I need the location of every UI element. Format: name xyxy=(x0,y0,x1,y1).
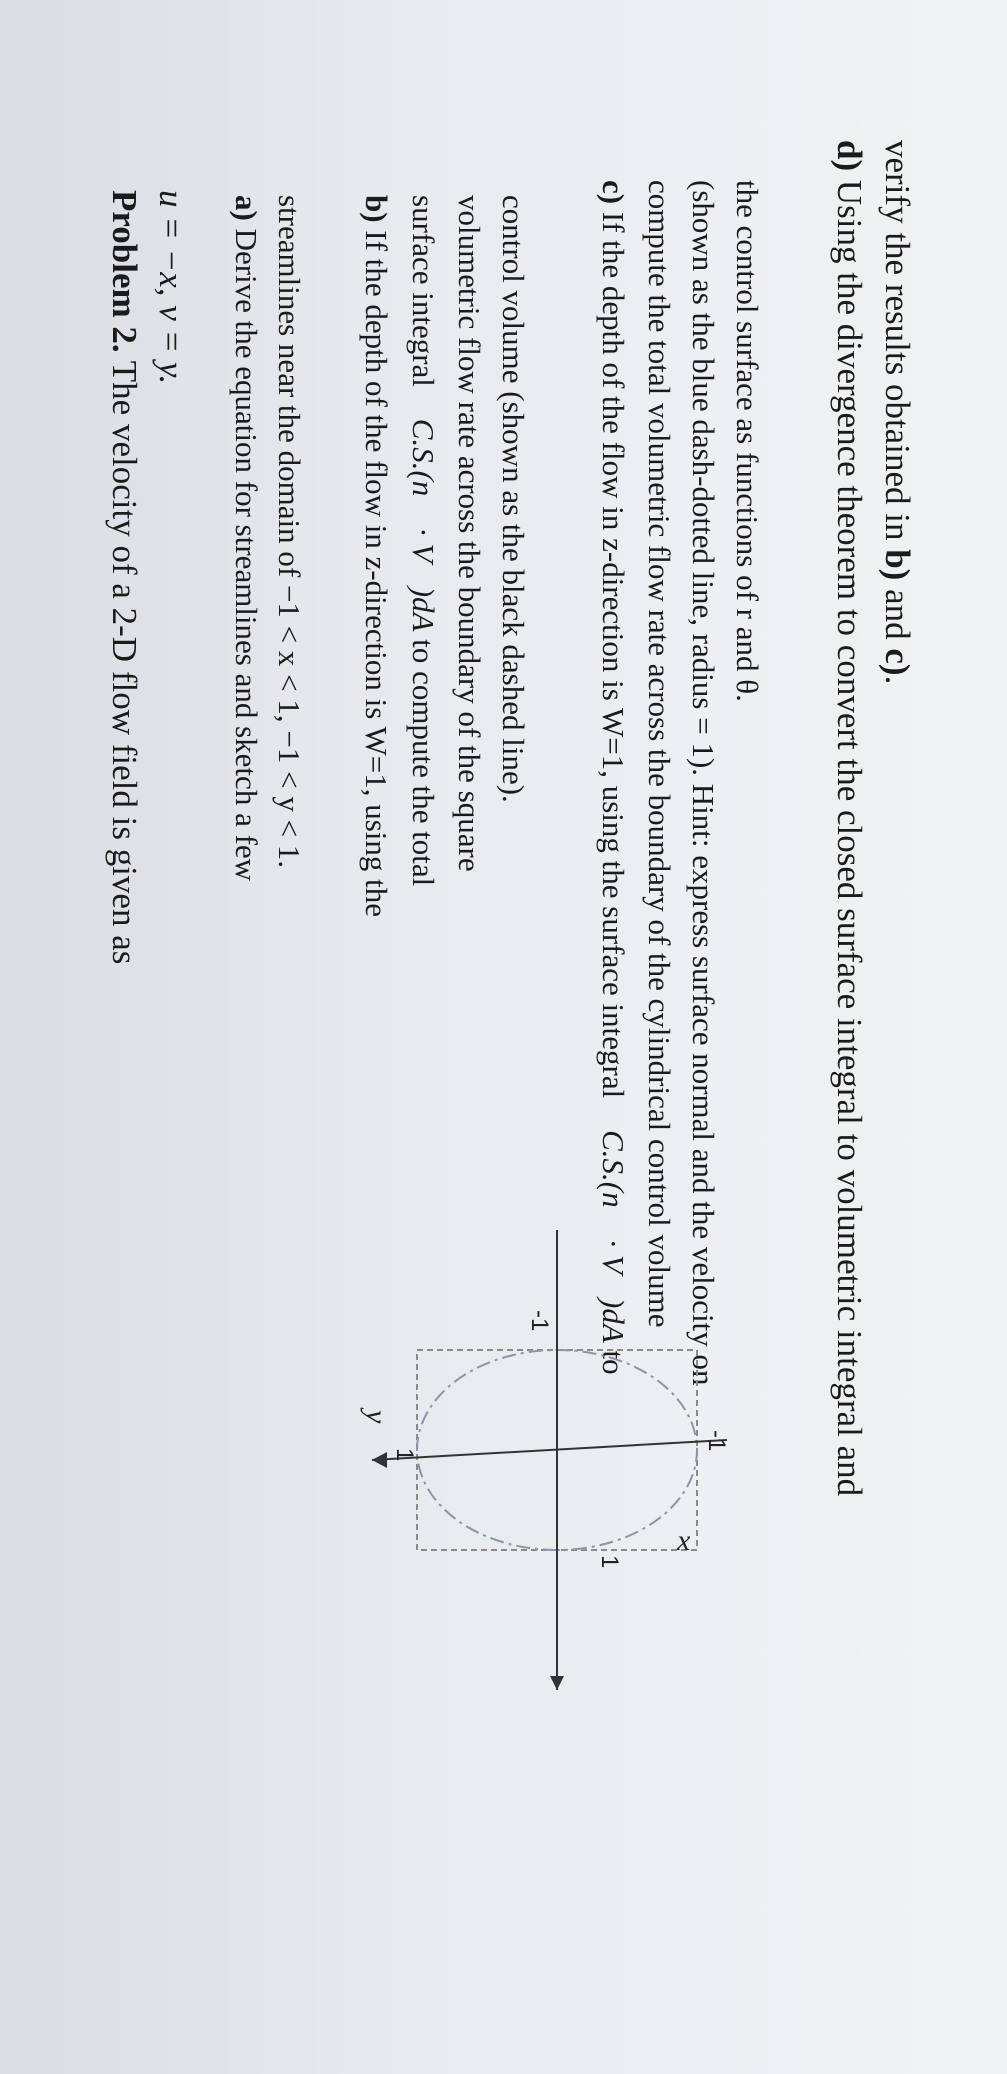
y-axis xyxy=(372,1440,727,1460)
x-axis-label: x xyxy=(677,1524,691,1557)
x-axis-arrowhead xyxy=(550,1676,564,1690)
problem-label: Problem 2. xyxy=(105,190,144,353)
part-b-line1: b) If the depth of the flow in z-direction is W=1, using the xyxy=(359,195,394,918)
problem-equation: u = −x, v = y. xyxy=(152,190,191,385)
part-c-line2: compute the total volumetric flow rate across the boundary of the cylindrical control volume xyxy=(642,180,677,1328)
part-c-line3: (shown as the blue dash-dotted line, radius = 1). Hint: express surface normal and the velocity on xyxy=(686,180,721,1386)
part-b-line2: surface integral ∯C.S.(n⃗ · V⃗)dA to compute the total xyxy=(406,195,441,887)
problem-heading xyxy=(107,190,142,964)
surface-integral: ∯C.S.(n⃗ · V⃗)dA xyxy=(406,394,441,632)
part-c-label: c) xyxy=(596,180,631,205)
part-c-line4: the control surface as functions of r and θ. xyxy=(730,180,765,702)
tick-x-neg: -1 xyxy=(526,1310,553,1332)
part-a-label: a) xyxy=(229,195,264,221)
part-b-label: b) xyxy=(359,195,394,223)
y-axis-label: y xyxy=(360,1410,393,1424)
part-d-line2: verify the results obtained in b) and c). xyxy=(878,140,917,685)
surface-integral: ∯C.S.(n⃗ · V⃗)dA xyxy=(596,1105,631,1343)
figure-svg xyxy=(360,1230,730,1910)
part-b-line4: control volume (shown as the black dashed line). xyxy=(496,195,531,803)
part-d-line1: d) Using the divergence theorem to convert the closed surface integral to volumetric integral and xyxy=(830,140,869,1497)
tick-y-neg: -1 xyxy=(703,1430,730,1452)
part-a-line1: a) Derive the equation for streamlines and sketch a few xyxy=(229,195,264,882)
y-axis-arrowhead xyxy=(372,1452,387,1468)
part-c-line1: c) If the depth of the flow in z-direction is W=1, using the surface integral ∯C.S.(n⃗ · V⃗)dA to xyxy=(596,180,631,1375)
tick-y-pos: 1 xyxy=(391,1448,418,1462)
problem-intro: The velocity of a 2-D flow field is given as xyxy=(105,360,144,965)
control-volume-figure xyxy=(360,1230,730,1910)
part-d-label: d) xyxy=(830,140,869,172)
tick-x-pos: 1 xyxy=(596,1555,623,1569)
part-a-line2: streamlines near the domain of −1 < x < 1, −1 < y < 1. xyxy=(272,195,307,869)
part-b-line3: volumetric flow rate across the boundary of the square xyxy=(452,195,487,872)
